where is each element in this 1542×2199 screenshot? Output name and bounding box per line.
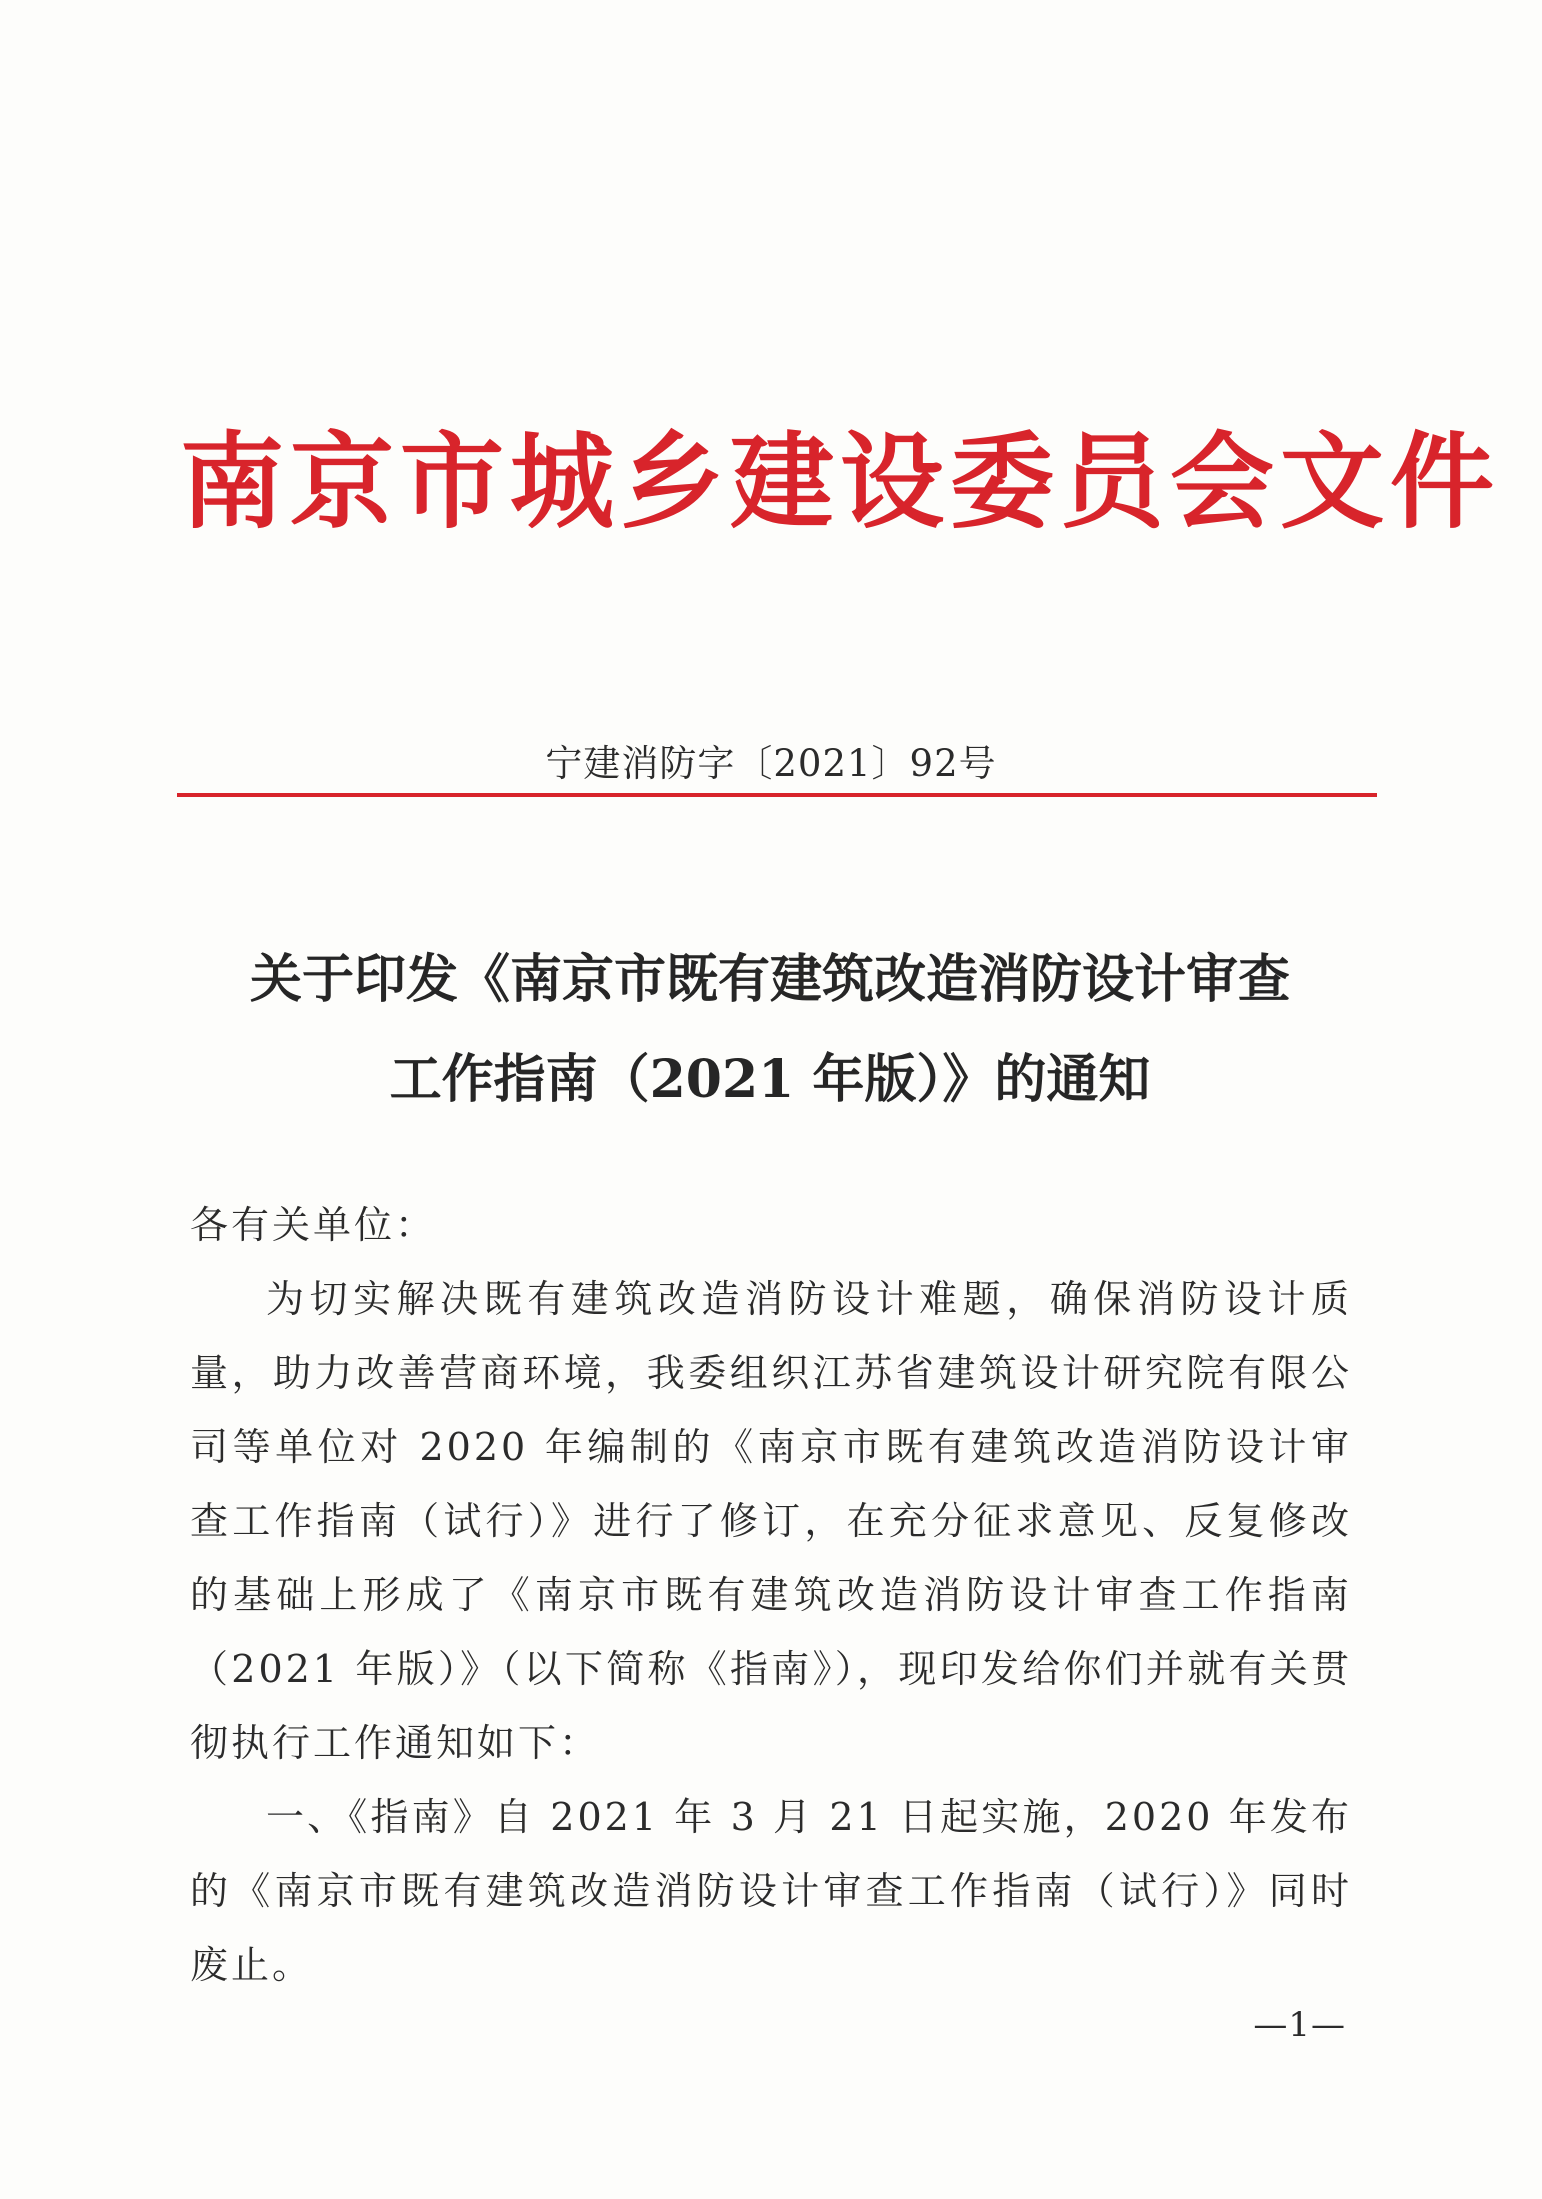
masthead-title: 南京市城乡建设委员会文件: [180, 420, 1501, 543]
red-divider: [177, 793, 1377, 797]
document-number: 宁建消防字〔2021〕92号: [545, 742, 997, 785]
notice-title-line-2: 工作指南（2021 年版）》的通知: [389, 1049, 1151, 1110]
page-number: —1—: [1253, 2005, 1346, 2045]
document-body: [190, 1188, 1352, 2002]
notice-title: [150, 930, 1390, 1130]
body-paragraph-2: 一、《指南》自 2021 年 3 月 21 日起实施，2020 年发布的《南京市既有建筑改造消防设计审查工作指南（试行）》同时废止。: [190, 1795, 1352, 1987]
notice-title-line-1: 关于印发《南京市既有建筑改造消防设计审查: [249, 949, 1290, 1010]
salutation: 各有关单位：: [190, 1203, 437, 1247]
body-paragraph-1: 为切实解决既有建筑改造消防设计难题，确保消防设计质量，助力改善营商环境，我委组织江苏省建筑设计研究院有限公司等单位对 2020 年编制的《南京市既有建筑改造消防设计审查工作指南（试行）》进行了修订，在充分征求意见、反复修改的基础上形成了《南京市既有建筑改造消防设计审查工作指南（2021 年版）》（以下简称《指南》），现印发给你们并就有关贯彻执行工作通知如下：: [190, 1277, 1352, 1765]
